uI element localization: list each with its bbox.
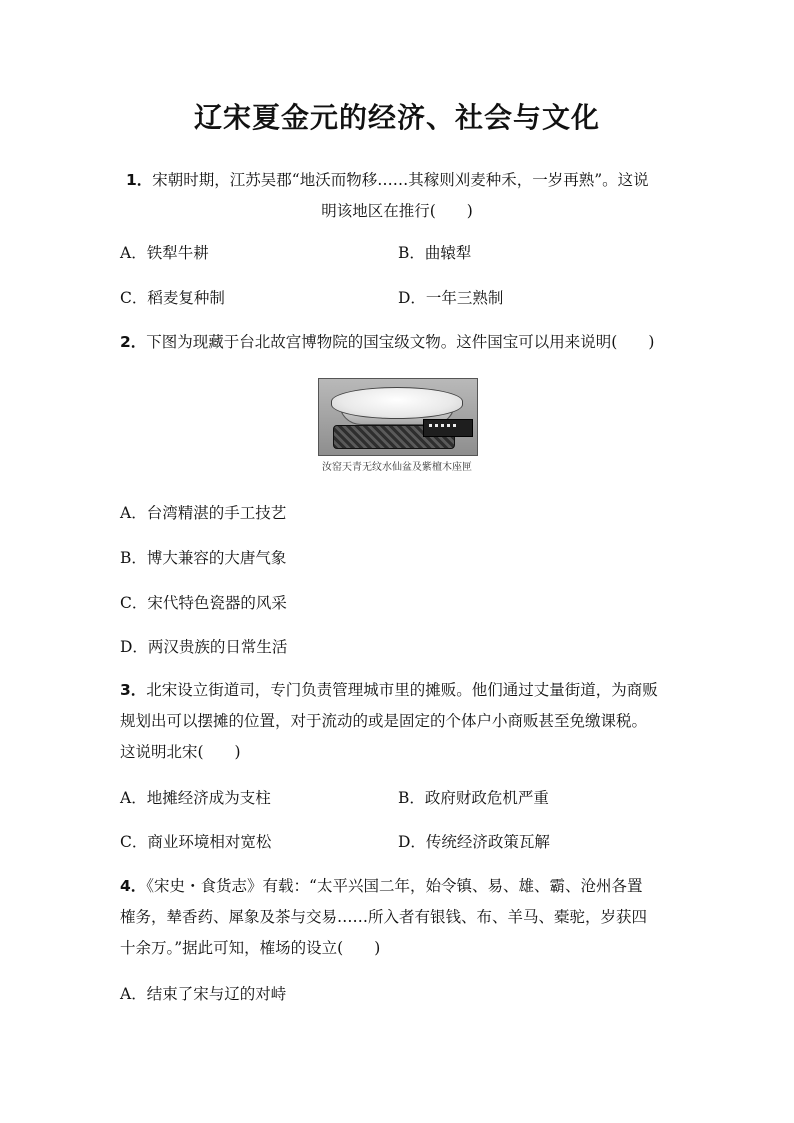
q3-stem-line2: 规划出可以摆摊的位置，对于流动的或是固定的个体户小商贩甚至免缴课税。 (120, 712, 648, 730)
q2-option-a: A．台湾精湛的手工技艺 (120, 504, 287, 522)
q2-option-b: B．博大兼容的大唐气象 (120, 549, 287, 567)
q4-stem-line3: 十余万。”据此可知，榷场的设立( ) (120, 939, 381, 957)
q3-option-c: C．商业环境相对宽松 (120, 833, 272, 851)
q3-option-a: A．地摊经济成为支柱 (120, 789, 271, 807)
sandalwood-box (423, 419, 473, 437)
q1-number: 1． (126, 171, 153, 189)
q1-stem-text1: 宋朝时期，江苏吴郡“地沃而物移……其稼则刈麦种禾，一岁再熟”。这说 (152, 171, 649, 189)
figure-caption: 汝窑天青无纹水仙盆及紫檀木座匣 (322, 462, 472, 473)
q4-option-a: A．结束了宋与辽的对峙 (120, 985, 287, 1003)
q3-option-b: B．政府财政危机严重 (398, 789, 549, 807)
q1-option-c: C．稻麦复种制 (120, 289, 225, 307)
q3-number: 3． (120, 681, 147, 699)
page-title: 辽宋夏金元的经济、社会与文化 (193, 101, 600, 134)
narcissus-basin (331, 387, 463, 419)
q3-option-d: D．传统经济政策瓦解 (398, 833, 550, 851)
q4-stem-line1 (120, 876, 642, 896)
q1-stem-line2: 明该地区在推行( ) (321, 202, 473, 220)
box-inlay (429, 424, 459, 427)
artifact-photo (318, 378, 478, 456)
q2-option-d: D．两汉贵族的日常生活 (120, 638, 288, 656)
q2-option-c: C．宋代特色瓷器的风采 (120, 594, 287, 612)
q3-stem-line3: 这说明北宋( ) (120, 743, 241, 761)
q1-option-b: B．曲辕犁 (398, 244, 472, 262)
q3-stem-line1 (120, 680, 658, 700)
q4-stem-text1: 《宋史・食货志》有载：“太平兴国二年，始令镇、易、雄、霸、沧州各置 (146, 877, 643, 895)
q4-number: 4． (120, 877, 147, 895)
q3-stem-text1: 北宋设立街道司，专门负责管理城市里的摊贩。他们通过丈量街道，为商贩 (146, 681, 658, 699)
q2-stem-text: 下图为现藏于台北故宫博物院的国宝级文物。这件国宝可以用来说明( ) (146, 333, 655, 351)
q1-stem-line1 (126, 170, 649, 190)
q2-stem (120, 332, 654, 352)
q2-number: 2． (120, 333, 147, 351)
q1-option-a: A．铁犁牛耕 (120, 244, 209, 262)
q4-stem-line2: 榷务，辇香药、犀象及茶与交易……所入者有银钱、布、羊马、橐驼，岁获四 (120, 908, 648, 926)
q1-option-d: D．一年三熟制 (398, 289, 504, 307)
